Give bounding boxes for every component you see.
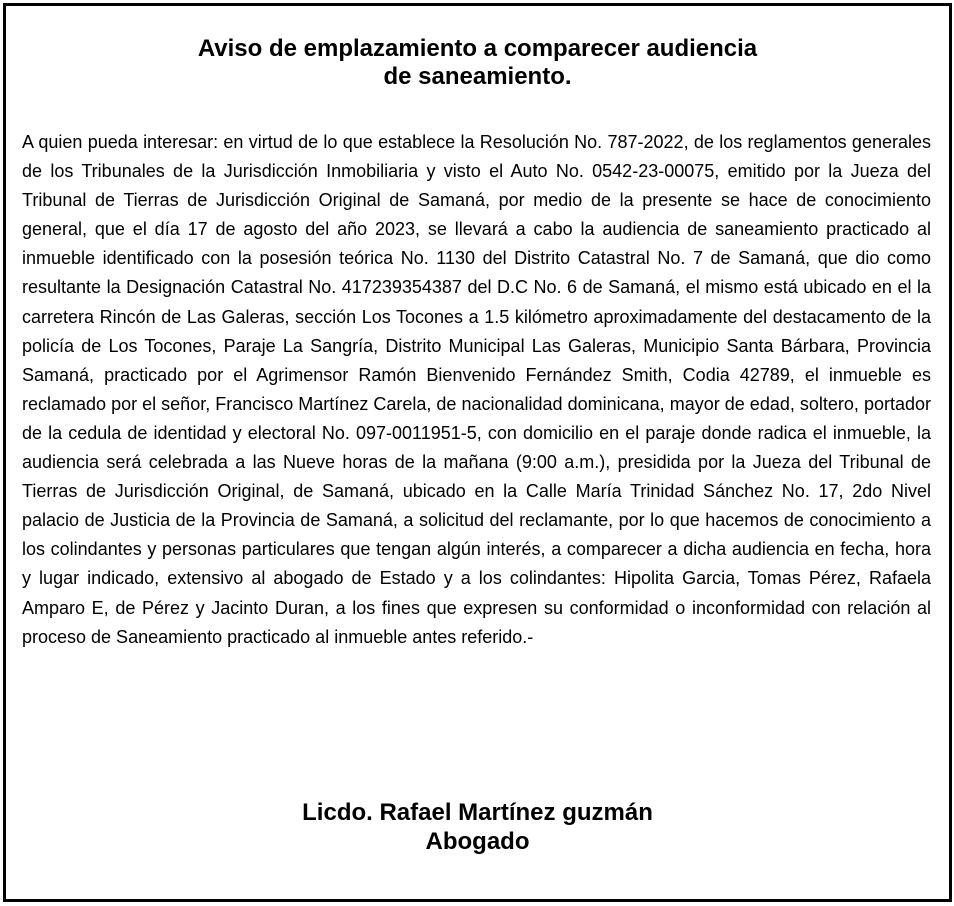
notice-title-line-1: Aviso de emplazamiento a comparecer audiencia	[197, 35, 758, 62]
notice-title-line-2: de saneamiento.	[383, 63, 572, 90]
signature-role: Abogado	[425, 828, 530, 855]
signature-name: Licdo. Rafael Martínez guzmán	[302, 799, 653, 826]
notice-body: A quien pueda interesar: en virtud de lo que establece la Resolución No. 787-2022, de los reglamentos generales de los Tribunales de la Jurisdicción Inmobiliaria y visto el Auto No. 0542-23-00075, emitido por la Jueza del Tribunal de Tierras de Jurisdicción Original de Samaná, por medio de la presente se hace de conocimiento general, que el día 17 de agosto del año 2023, se llevará a cabo la audiencia de saneamiento practicado al inmueble identificado con la posesión teórica No. 1130 del Distrito Catastral No. 7 de Samaná, que dio como resultante la Designación Catastral No. 417239354387 del D.C No. 6 de Samaná, el mismo está ubicado en el la carretera Rincón de Las Galeras, sección Los Tocones a 1.5 kilómetro aproximadamente del destacamento de la policía de Los Tocones, Paraje La Sangría, Distrito Municipal Las Galeras, Municipio Santa Bárbara, Provincia Samaná, practicado por el Agrimensor Ramón Bienvenido Fernández Smith, Codia 42789, el inmueble es reclamado por el señor, Francisco Martínez Carela, de nacionalidad dominicana, mayor de edad, soltero, portador de la cedula de identidad y electoral No. 097-0011951-5, con domicilio en el paraje donde radica el inmueble, la audiencia será celebrada a las Nueve horas de la mañana (9:00 a.m.), presidida por la Jueza del Tribunal de Tierras de Jurisdicción Original, de Samaná, ubicado en la Calle María Trinidad Sánchez No. 17, 2do Nivel palacio de Justicia de la Provincia de Samaná, a solicitud del reclamante, por lo que hacemos de conocimiento a los colindantes y personas particulares que tengan algún interés, a comparecer a dicha audiencia en fecha, hora y lugar indicado, extensivo al abogado de Estado y a los colindantes: Hipolita Garcia, Tomas Pérez, Rafaela Amparo E, de Pérez y Jacinto Duran, a los fines que expresen su conformidad o inconformidad con relación al proceso de Saneamiento practicado al inmueble antes referido.-	[22, 132, 931, 647]
signature-block	[6, 798, 949, 856]
notice-title	[6, 35, 949, 91]
notice-frame	[3, 3, 952, 902]
